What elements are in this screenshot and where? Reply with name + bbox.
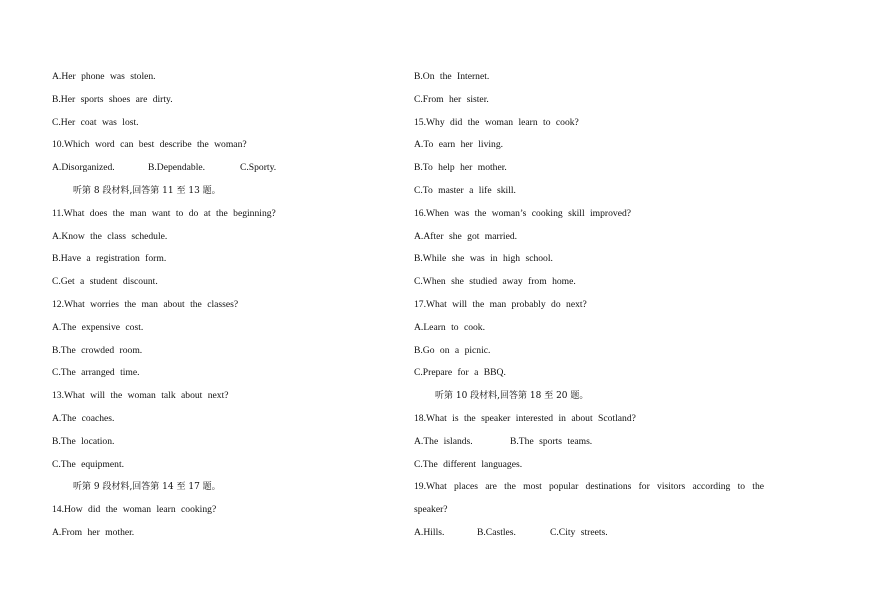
q17-option-b: B.Go on a picnic. <box>414 344 491 356</box>
left-column <box>52 66 382 545</box>
q9-option-b: B.Her sports shoes are dirty. <box>52 93 173 105</box>
section-9-instruction: 听第 9 段材料,回答第 14 至 17 题。 <box>73 482 221 493</box>
q13-option-c: C.The equipment. <box>52 458 125 470</box>
q19-option-b: B.Castles. <box>477 526 516 538</box>
question-19-line-2: speaker? <box>414 504 448 516</box>
q9-option-a: A.Her phone was stolen. <box>52 71 156 82</box>
q11-option-a: A.Know the class schedule. <box>52 230 168 242</box>
q17-option-a: A.Learn to cook. <box>414 321 486 333</box>
section-10-instruction: 听第 10 段材料,回答第 18 至 20 题。 <box>435 391 589 402</box>
q11-option-c: C.Get a student discount. <box>52 276 158 288</box>
q10-options <box>52 157 382 180</box>
q14-option-a: A.From her mother. <box>52 526 135 538</box>
q19-options <box>414 522 764 545</box>
q19-option-c: C.City streets. <box>550 526 608 538</box>
q19-option-a: A.Hills. <box>414 526 445 538</box>
right-column <box>414 66 764 545</box>
question-16: 16.When was the woman’s cooking skill improved? <box>414 207 632 219</box>
q9-option-c: C.Her coat was lost. <box>52 116 139 128</box>
question-12: 12.What worries the man about the classes? <box>52 298 239 310</box>
question-10: 10.Which word can best describe the woman? <box>52 139 247 151</box>
q16-option-b: B.While she was in high school. <box>414 253 553 265</box>
q13-option-b: B.The location. <box>52 435 115 447</box>
q17-option-c: C.Prepare for a BBQ. <box>414 367 506 379</box>
question-13: 13.What will the woman talk about next? <box>52 390 229 402</box>
q12-option-a: A.The expensive cost. <box>52 321 144 333</box>
question-15: 15.Why did the woman learn to cook? <box>414 116 579 128</box>
q18-option-c: C.The different languages. <box>414 458 523 470</box>
q12-option-c: C.The arranged time. <box>52 367 140 379</box>
q13-option-a: A.The coaches. <box>52 412 115 424</box>
q18-option-a: A.The islands. <box>414 435 473 447</box>
q14-option-b: B.On the Internet. <box>414 71 490 82</box>
q15-option-b: B.To help her mother. <box>414 162 507 174</box>
q14-option-c: C.From her sister. <box>414 93 489 105</box>
question-17: 17.What will the man probably do next? <box>414 298 587 310</box>
question-11: 11.What does the man want to do at the beginning? <box>52 207 276 219</box>
q10-option-a: A.Disorganized. <box>52 162 115 174</box>
question-14: 14.How did the woman learn cooking? <box>52 504 217 516</box>
q15-option-c: C.To master a life skill. <box>414 184 516 196</box>
q16-option-c: C.When she studied away from home. <box>414 276 576 288</box>
q11-option-b: B.Have a registration form. <box>52 253 167 265</box>
q12-option-b: B.The crowded room. <box>52 344 143 356</box>
question-18: 18.What is the speaker interested in about Scotland? <box>414 412 636 424</box>
question-19-line-1: 19.What places are the most popular destinations for visitors according to the <box>414 481 764 493</box>
q10-option-b: B.Dependable. <box>148 162 206 174</box>
q16-option-a: A.After she got married. <box>414 230 518 242</box>
q10-option-c: C.Sporty. <box>240 162 277 174</box>
q18-option-b: B.The sports teams. <box>510 435 593 447</box>
section-8-instruction: 听第 8 段材料,回答第 11 至 13 题。 <box>73 185 221 196</box>
q18-options <box>414 431 764 454</box>
q15-option-a: A.To earn her living. <box>414 139 504 151</box>
